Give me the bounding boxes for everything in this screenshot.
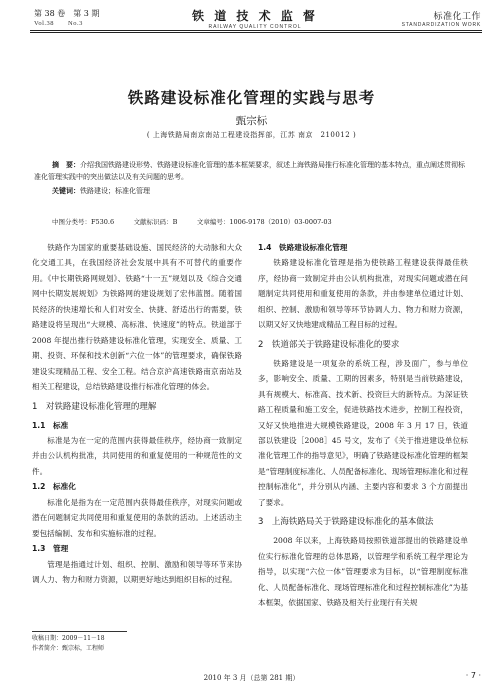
abstract-text: 介绍我国铁路建设形势、铁路建设标准化管理的基本框架要求，叙述上海铁路局推行标准化管理的基本特点，重点阐述贯彻标准化管理实践中的突出做法以及有关问题的思考。 [34, 161, 465, 181]
article-author: 甄宗标 [235, 115, 268, 127]
section-2-heading: 2 铁道部关于铁路建设标准化的要求 [258, 339, 400, 350]
header-rule-bottom [30, 32, 482, 33]
keywords [52, 186, 472, 197]
author-affiliation: ( 上海铁路局南京南站工程建设指挥部，江苏 南京 210012 ) [146, 131, 357, 139]
abstract [34, 160, 469, 183]
article-title: 铁路建设标准化管理的实践与思考 [127, 89, 376, 107]
keywords-text: 铁路建设；标准化管理 [80, 187, 150, 195]
classification-line: 中图分类号：F530.6 文献标识码：B 文章编号：1006-9178（2010）03-0007-03 [52, 218, 332, 226]
section-1-1-paragraph: 标准是为在一定的范围内获得最佳秩序，经协商一致制定并由公认机构批准，共同使用的和重复使用的一种规范性的文件。 [32, 435, 242, 476]
section-1-3-paragraph: 管理是指通过计划、组织、控制、激励和领导等环节来协调人力、物力和财力资源，以期更好地达到组织目标的过程。 [32, 559, 242, 585]
received-date: 收稿日期：2009－11－18 [32, 635, 105, 642]
section-1-3-heading: 1.3 管理 [32, 544, 69, 554]
section-1-heading: 1 对铁路建设标准化管理的理解 [32, 401, 157, 412]
section-en: STANDARDIZATION WORK [401, 22, 481, 28]
section-3-heading: 3 上海铁路局关于铁路建设标准化的基本做法 [258, 517, 434, 528]
issue-en: Vol.38 No.3 [34, 20, 83, 27]
section-1-2-heading: 1.2 标准化 [32, 482, 76, 492]
right-column [258, 240, 468, 611]
footnote [32, 634, 105, 654]
section-1-2-paragraph: 标准化是指为在一定范围内获得最佳秩序，对现实问题或潜在问题制定共同使用和重复使用的条款的活动。上述活动主要包括编制、发布和实施标准的过程。 [32, 497, 242, 538]
journal-name-cn: 铁 道 技 术 监 督 [192, 9, 318, 23]
issue-cn: 第 38 卷 第 3 期 [34, 9, 100, 18]
author-info: 作者简介：甄宗标，工程师 [32, 645, 105, 652]
journal-name-en: RAILWAY QUALITY CONTROL [208, 24, 302, 30]
keywords-label: 关键词： [52, 187, 80, 195]
left-column [32, 240, 242, 588]
footer-date: 2010 年 3 月（总第 281 期） [203, 674, 300, 682]
journal-name [160, 7, 350, 30]
section-1-4-heading: 1.4 铁路建设标准化管理 [258, 243, 348, 252]
footnote-rule [32, 631, 127, 632]
page-number: · 7 · [465, 671, 481, 680]
section-3-paragraph: 2008 年以来，上海铁路局按照铁道部提出的铁路建设单位实行标准化管理的总体思路，以管理学和系统工程学理论为指导，以实现“六位一体”管理要求为目标，以“管理制度标准化、人员配备标准化、现场管理标准化和过程控制标准化”为基本框架，依据国家、铁路及相关行业现行有关规 [258, 536, 468, 608]
header-rule-top [30, 30, 482, 31]
abstract-label: 摘 要： [52, 161, 80, 169]
section-cn: 标准化工作 [433, 12, 481, 22]
section-2-paragraph: 铁路建设是一项复杂的系统工程，涉及面广，参与单位多，影响安全、质量、工期的因素多，特别是当前铁路建设，具有规模大、标准高、技术新、投资巨大的新特点。为深证铁路工程质量和施工安全，促进铁路技术进步，控制工程投资，又好又快地推进大规模铁路建设，2008 年 3 月 17 日，铁道部以铁建设［2008］45 号文，发布了《关于推进建设单位标准化管理工作的指导意见》，明确了铁路建设标准化管理的框架是“管理制度标准化、人员配备标准化、现场管理标准化和过程控制标准化”，并分别从内涵、主要内容和要求 3 个方面提出了要求。 [258, 358, 468, 507]
intro-paragraph: 铁路作为国家的重要基础设施、国民经济的大动脉和大众化交通工具，在我国经济社会发展中具有不可替代的重要作用。《中长期铁路网规划》、铁路“十一五”规划以及《综合交通网中长期发展规划》为铁路网的建设规划了宏伟蓝图。随着国民经济的快速增长和人们对安全、快捷、舒适出行的需要，铁路建设将呈现出“大规模、高标准、快速度”的特点。铁道部于 2008 年提出推行铁路建设标准化管理，实现安全、质量、工期、投资、环保和技术创新“六位一体”的管理要求，确保铁路建设实现精品工程、安全工程。结合京沪高速铁路南京南站及相关工程建设，总结铁路建设推行标准化管理的体会。 [32, 243, 242, 392]
journal-issue [34, 9, 99, 29]
journal-section [402, 9, 481, 28]
section-1-4-paragraph: 铁路建设标准化管理是指为使铁路工程建设获得最佳秩序，经协商一致制定并由公认机构批准，对现实问题或潜在问题制定共同使用和重复使用的条款，并由参建单位通过计划、组织、控制、激励和领导等环节协调人力、物力和财力资源，以期又好又快地建成精品工程目标的过程。 [258, 258, 468, 330]
section-1-1-heading: 1.1 标准 [32, 420, 69, 430]
